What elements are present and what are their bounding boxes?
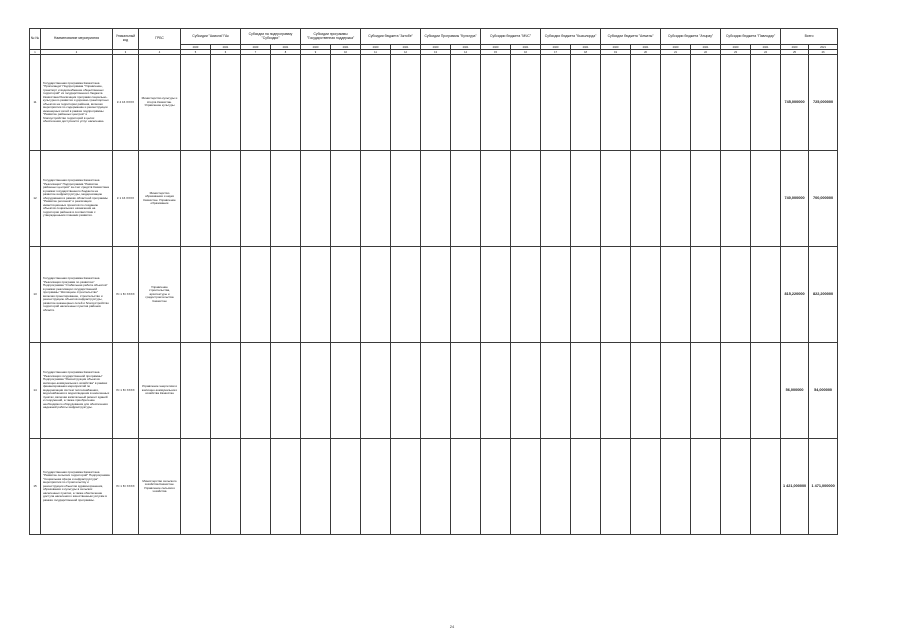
empty-value-cell <box>271 55 301 151</box>
column-number-cell: 20 <box>631 50 661 55</box>
empty-value-cell <box>511 151 541 247</box>
empty-value-cell <box>691 343 721 439</box>
empty-value-cell <box>211 439 241 535</box>
empty-value-cell <box>601 55 631 151</box>
column-number-cell: 19 <box>601 50 631 55</box>
empty-value-cell <box>541 151 571 247</box>
row-description-cell: Государственная программа Казахстана "Реализация" Подпрограмма "Развитие районных центров" за счет средств Казахстана в рамках государственного бюджета на развитие инфраструктуры, модернизацию оборудования в рамках областной программы "Развитие регионов" и реализации инвестиционных проектов по созданию объектов социального назначения на территории районов в соответствии с утвержденными планами развития. <box>41 151 113 247</box>
column-number-cell: 15 <box>481 50 511 55</box>
row-number-cell: 11 <box>30 55 41 151</box>
empty-value-cell <box>541 55 571 151</box>
empty-value-cell <box>541 343 571 439</box>
empty-value-cell <box>631 247 661 343</box>
empty-value-cell <box>541 439 571 535</box>
table-row <box>30 55 838 151</box>
empty-value-cell <box>361 151 391 247</box>
empty-value-cell <box>241 247 271 343</box>
empty-value-cell <box>301 439 331 535</box>
empty-value-cell <box>721 55 751 151</box>
year-header-cell: 2021 <box>391 45 421 50</box>
year-header-cell: 2021 <box>751 45 781 50</box>
empty-value-cell <box>451 247 481 343</box>
table-row <box>30 439 838 535</box>
row-total-2020-cell: 1 421,000000 <box>781 439 809 535</box>
empty-value-cell <box>361 55 391 151</box>
empty-value-cell <box>391 439 421 535</box>
header-subsystem: Субсидии бюджета "Алматы" <box>601 29 661 45</box>
empty-value-cell <box>691 439 721 535</box>
column-number-cell: 13 <box>421 50 451 55</box>
column-number-cell: 1 <box>30 50 41 55</box>
row-number-cell: 14 <box>30 343 41 439</box>
empty-value-cell <box>421 343 451 439</box>
empty-value-cell <box>541 247 571 343</box>
empty-value-cell <box>181 151 211 247</box>
column-number-cell: 22 <box>691 50 721 55</box>
row-code-cell: К 1 16 ХХХХ <box>113 151 139 247</box>
empty-value-cell <box>661 343 691 439</box>
column-number-cell: 2 <box>41 50 113 55</box>
empty-value-cell <box>331 247 361 343</box>
year-header-cell: 2020 <box>481 45 511 50</box>
row-total-2021-cell: 54,000000 <box>809 343 838 439</box>
row-total-2021-cell: 725,000000 <box>809 55 838 151</box>
table-row <box>30 247 838 343</box>
empty-value-cell <box>421 247 451 343</box>
empty-value-cell <box>181 55 211 151</box>
empty-value-cell <box>721 343 751 439</box>
column-number-cell: 23 <box>721 50 751 55</box>
column-number-cell: 21 <box>661 50 691 55</box>
empty-value-cell <box>331 55 361 151</box>
empty-value-cell <box>211 151 241 247</box>
header-subsystem: Субсидии программы "Государственная поддержка" <box>301 29 361 45</box>
empty-value-cell <box>361 247 391 343</box>
empty-value-cell <box>571 55 601 151</box>
empty-value-cell <box>301 55 331 151</box>
year-header-cell: 2021 <box>631 45 661 50</box>
empty-value-cell <box>241 151 271 247</box>
empty-value-cell <box>391 343 421 439</box>
column-number-cell: 6 <box>211 50 241 55</box>
row-code-cell: Ю 1 Ю ХХХХ <box>113 439 139 535</box>
empty-value-cell <box>511 247 541 343</box>
empty-value-cell <box>511 343 541 439</box>
empty-value-cell <box>271 151 301 247</box>
row-grbs-cell: Министерство культуры и спорта Казахстан. Управление культуры <box>139 55 181 151</box>
empty-value-cell <box>451 55 481 151</box>
column-number-cell: 7 <box>241 50 271 55</box>
year-header-cell: 2020 <box>721 45 751 50</box>
empty-value-cell <box>751 151 781 247</box>
empty-value-cell <box>631 439 661 535</box>
row-grbs-cell: Управление строительства, архитектуры и градостроительства Казахстан <box>139 247 181 343</box>
year-header-cell: 2021 <box>451 45 481 50</box>
year-header-cell: 2021 <box>691 45 721 50</box>
year-header-cell: 2021 <box>211 45 241 50</box>
empty-value-cell <box>721 247 751 343</box>
row-total-2020-cell: 56,000000 <box>781 343 809 439</box>
row-total-2020-cell: 815,220000 <box>781 247 809 343</box>
column-number-cell: 4 <box>139 50 181 55</box>
column-number-cell: 26 <box>809 50 838 55</box>
empty-value-cell <box>181 343 211 439</box>
budget-table <box>29 28 838 535</box>
column-number-cell: 18 <box>571 50 601 55</box>
empty-value-cell <box>631 343 661 439</box>
year-header-cell: 2020 <box>361 45 391 50</box>
column-number-cell: 9 <box>301 50 331 55</box>
empty-value-cell <box>571 247 601 343</box>
header-grbs: ГРБС <box>139 29 181 50</box>
column-number-cell: 12 <box>391 50 421 55</box>
year-header-cell: 2021 <box>271 45 301 50</box>
empty-value-cell <box>481 55 511 151</box>
year-header-cell: 2021 <box>511 45 541 50</box>
header-total: Всего <box>781 29 838 45</box>
row-description-cell: Государственная программа Казахстана "Развитие сельских территорий" Подпрограмма "Социальная сфера и инфраструктура" мероприятия по строительству и реконструкции объектов здравоохранения, образования и культуры в сельских населенных пунктах, а также обеспечение доступа населения к качественным услугам в рамках государственной программы. <box>41 439 113 535</box>
empty-value-cell <box>721 439 751 535</box>
empty-value-cell <box>241 55 271 151</box>
empty-value-cell <box>391 151 421 247</box>
empty-value-cell <box>331 343 361 439</box>
column-number-cell: 5 <box>181 50 211 55</box>
empty-value-cell <box>751 439 781 535</box>
header-subsystem: Субсидии бюджета "Кызылорда" <box>541 29 601 45</box>
year-header-cell: 2020 <box>661 45 691 50</box>
empty-value-cell <box>181 247 211 343</box>
empty-value-cell <box>631 151 661 247</box>
row-total-2021-cell: 1 471,000000 <box>809 439 838 535</box>
empty-value-cell <box>481 343 511 439</box>
row-description-cell: Государственная программа Казахстана "Пропаганда" Подпрограмма "Управление, транспорт и водоснабжение общественных территорий" из государственного бюджета Казахстана Реализация программ социально-культурного развития и дорожно-транспортных объектов на территории районов, включая мероприятия по содержанию и реконструкции инженерных сетей в рамках подпрограммы "Развитие районных центров" и благоустройство территорий в целях обеспечения доступности услуг населению. <box>41 55 113 151</box>
year-header-cell: 2021 <box>571 45 601 50</box>
empty-value-cell <box>451 439 481 535</box>
empty-value-cell <box>601 343 631 439</box>
empty-value-cell <box>751 343 781 439</box>
budget-table-sheet <box>29 28 835 535</box>
empty-value-cell <box>271 439 301 535</box>
empty-value-cell <box>211 55 241 151</box>
row-total-2021-cell: 700,000000 <box>809 151 838 247</box>
row-number-cell: 12 <box>30 151 41 247</box>
empty-value-cell <box>241 439 271 535</box>
row-code-cell: Ю 1 Ю ХХХХ <box>113 247 139 343</box>
empty-value-cell <box>691 247 721 343</box>
empty-value-cell <box>451 151 481 247</box>
empty-value-cell <box>211 343 241 439</box>
empty-value-cell <box>391 55 421 151</box>
empty-value-cell <box>241 343 271 439</box>
header-subsystem: Субсидии бюджета "Актобе" <box>361 29 421 45</box>
year-header-cell: 2021 <box>809 45 838 50</box>
empty-value-cell <box>751 55 781 151</box>
year-header-cell: 2020 <box>601 45 631 50</box>
empty-value-cell <box>361 439 391 535</box>
empty-value-cell <box>481 151 511 247</box>
year-header-cell: 2021 <box>331 45 361 50</box>
header-subsystem: Субсидии "Акмола"/"Ак <box>181 29 241 45</box>
year-header-cell: 2020 <box>421 45 451 50</box>
column-number-cell: 11 <box>361 50 391 55</box>
empty-value-cell <box>511 55 541 151</box>
row-total-2021-cell: 822,200000 <box>809 247 838 343</box>
empty-value-cell <box>301 247 331 343</box>
row-grbs-cell: Министерство сельского хозяйства Казахстан. Управление сельского хозяйства <box>139 439 181 535</box>
empty-value-cell <box>601 151 631 247</box>
empty-value-cell <box>661 247 691 343</box>
header-subsystem: Субсидии бюджета "МЧС" <box>481 29 541 45</box>
header-subsystem: Субсидии бюджета "Павлодар" <box>721 29 781 45</box>
empty-value-cell <box>391 247 421 343</box>
header-name: Наименование мероприятия <box>41 29 113 50</box>
year-header-cell: 2020 <box>781 45 809 50</box>
year-header-cell: 2020 <box>181 45 211 50</box>
empty-value-cell <box>421 55 451 151</box>
row-number-cell: 15 <box>30 439 41 535</box>
table-row <box>30 343 838 439</box>
empty-value-cell <box>301 151 331 247</box>
empty-value-cell <box>511 439 541 535</box>
empty-value-cell <box>331 151 361 247</box>
row-grbs-cell: Управление энергетики и жилищно-коммунального хозяйства Казахстан <box>139 343 181 439</box>
empty-value-cell <box>271 343 301 439</box>
empty-value-cell <box>571 151 601 247</box>
empty-value-cell <box>691 55 721 151</box>
row-description-cell: Государственная программа Казахстана "Реализация государственной программы" Подпрограмма "Реконструкция объектов жилищно-коммунального хозяйства" в рамках финансирования мероприятий по модернизации систем теплоснабжения, водоснабжения и водоотведения в населенных пунктах, включая капитальный ремонт зданий и сооружений, а также приобретение необходимого оборудования для обеспечения надежной работы инфраструктуры. <box>41 343 113 439</box>
row-total-2020-cell: 745,000000 <box>781 55 809 151</box>
header-subsystem: Субсидии Программы "Культура" <box>421 29 481 45</box>
empty-value-cell <box>601 439 631 535</box>
row-grbs-cell: Министерство образования и науки Казахстан. Управление образования <box>139 151 181 247</box>
column-number-cell: 24 <box>751 50 781 55</box>
empty-value-cell <box>421 151 451 247</box>
empty-value-cell <box>481 439 511 535</box>
header-subsystem: Субсидии бюджета "Атырау" <box>661 29 721 45</box>
header-subsystem: Субсидии на подпрограмму "Субсидии" <box>241 29 301 45</box>
empty-value-cell <box>691 151 721 247</box>
year-header-cell: 2020 <box>541 45 571 50</box>
header-number: № № <box>30 29 41 50</box>
row-code-cell: К 4 16 ХХХХ <box>113 55 139 151</box>
empty-value-cell <box>271 247 301 343</box>
row-description-cell: Государственная программа Казахстана "Реализация программ по развитию" Подпрограмма "Стабильная работа объектов" в рамках реализации государственной программы "Жилищное строительство" включая проектирование, строительство и реконструкцию объектов инфраструктуры, развитие инженерных сетей и благоустройство территорий населенных пунктов районов области. <box>41 247 113 343</box>
empty-value-cell <box>661 55 691 151</box>
year-header-cell: 2020 <box>301 45 331 50</box>
empty-value-cell <box>601 247 631 343</box>
header-code: Уникальный код <box>113 29 139 50</box>
empty-value-cell <box>331 439 361 535</box>
empty-value-cell <box>661 151 691 247</box>
empty-value-cell <box>631 55 661 151</box>
row-code-cell: Ю 1 Ю ХХХХ <box>113 343 139 439</box>
column-number-cell: 14 <box>451 50 481 55</box>
empty-value-cell <box>181 439 211 535</box>
column-number-cell: 10 <box>331 50 361 55</box>
empty-value-cell <box>571 439 601 535</box>
empty-value-cell <box>211 247 241 343</box>
row-total-2020-cell: 740,000000 <box>781 151 809 247</box>
empty-value-cell <box>421 439 451 535</box>
column-number-cell: 8 <box>271 50 301 55</box>
column-number-cell: 17 <box>541 50 571 55</box>
column-number-cell: 16 <box>511 50 541 55</box>
year-header-cell: 2020 <box>241 45 271 50</box>
column-number-cell: 25 <box>781 50 809 55</box>
table-row <box>30 151 838 247</box>
empty-value-cell <box>751 247 781 343</box>
empty-value-cell <box>721 151 751 247</box>
empty-value-cell <box>571 343 601 439</box>
empty-value-cell <box>661 439 691 535</box>
empty-value-cell <box>301 343 331 439</box>
empty-value-cell <box>481 247 511 343</box>
column-number-cell: 3 <box>113 50 139 55</box>
empty-value-cell <box>451 343 481 439</box>
page-number: 24 <box>449 624 455 629</box>
row-number-cell: 13 <box>30 247 41 343</box>
empty-value-cell <box>361 343 391 439</box>
